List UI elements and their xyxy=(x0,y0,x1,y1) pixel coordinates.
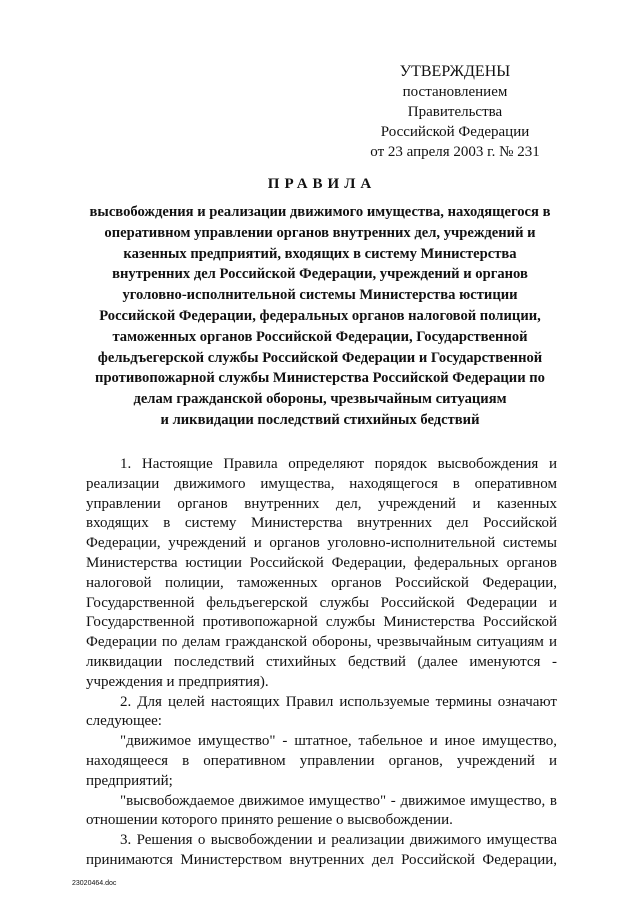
subtitle-line: Российской Федерации, федеральных органов налоговой полиции, xyxy=(99,307,541,324)
subtitle-line: таможенных органов Российской Федерации, Государственной xyxy=(112,328,528,345)
paragraph xyxy=(86,693,557,733)
paragraph-line: Государственной противопожарной службы Министерства Российской xyxy=(86,614,557,631)
subtitle-line: и ликвидации последствий стихийных бедствий xyxy=(160,411,480,428)
approval-date: от 23 апреля 2003 г. № 231 xyxy=(370,144,540,160)
paragraph-line: налоговой полиции, таможенных органов Российской Федерации, xyxy=(86,574,557,591)
paragraph-line: отношении которого принято решение о высвобождении. xyxy=(86,812,453,829)
approval-line: постановлением Правительства xyxy=(402,84,508,120)
document-heading: ПРАВИЛА xyxy=(267,176,377,192)
subtitle-line: оперативном управлении органов внутренних дел, учреждений и xyxy=(104,224,536,241)
paragraph-line: Министерства юстиции Российской Федерации, федеральных органов xyxy=(86,554,557,571)
paragraph-line: 1. Настоящие Правила определяют порядок высвобождения и xyxy=(120,456,557,472)
subtitle-line: делам гражданской обороны, чрезвычайным ситуациям xyxy=(133,391,507,408)
paragraph-line: предприятий; xyxy=(86,772,173,789)
subtitle-line: внутренних дел Российской Федерации, учреждений и органов xyxy=(112,266,528,283)
paragraph-line: следующее: xyxy=(86,713,162,730)
paragraph-line: входящих в систему Министерства внутренних дел Российской xyxy=(86,515,557,532)
paragraph xyxy=(86,455,557,693)
approval-line: Российской Федерации xyxy=(380,124,530,140)
paragraph-line: Государственной фельдъегерской службы Российской Федерации и xyxy=(86,594,557,611)
document-subtitle xyxy=(70,202,570,431)
subtitle-line: высвобождения и реализации движимого имущества, находящегося в xyxy=(89,204,551,220)
approval-block xyxy=(355,62,555,162)
paragraph-line: 3. Решения о высвобождении и реализации движимого имущества xyxy=(120,832,557,849)
subtitle-line: фельдъегерской службы Российской Федерации и Государственной xyxy=(97,349,543,366)
file-name-footer: 23020464.doc xyxy=(72,880,117,887)
subtitle-line: противопожарной службы Министерства Российской Федерации по xyxy=(95,370,545,387)
subtitle-line: казенных предприятий, входящих в систему Министерства xyxy=(123,245,517,262)
subtitle-line: уголовно-исполнительной системы Министерства юстиции xyxy=(122,287,518,304)
paragraph-line: Федерации, учреждений и органов уголовно-исполнительной системы xyxy=(86,535,557,552)
paragraph xyxy=(86,792,557,832)
paragraph-line: "движимое имущество" - штатное, табельное и иное имущество, xyxy=(120,733,557,750)
paragraph-line: реализации движимого имущества, находящегося в оперативном xyxy=(86,475,557,492)
paragraph xyxy=(86,732,557,791)
paragraph-line: Федерации по делам гражданской обороны, чрезвычайным ситуациям и xyxy=(86,634,557,651)
paragraph-line: учреждения и предприятия). xyxy=(86,673,269,690)
paragraph-line: принимаются Министерством внутренних дел Российской Федерации, xyxy=(86,851,557,868)
paragraph-line: находящееся в оперативном управлении органов, учреждений и xyxy=(86,752,557,769)
document-body xyxy=(86,455,557,871)
paragraph-line: ликвидации последствий стихийных бедствий (далее именуются - xyxy=(86,653,557,670)
approval-title: УТВЕРЖДЕНЫ xyxy=(399,63,511,80)
paragraph-line: управлении органов внутренних дел, учреждений и казенных xyxy=(86,495,557,512)
paragraph-line: "высвобождаемое движимое имущество" - движимое имущество, в xyxy=(120,792,557,809)
paragraph-line: 2. Для целей настоящих Правил используемые термины означают xyxy=(120,693,557,710)
paragraph xyxy=(86,831,557,871)
